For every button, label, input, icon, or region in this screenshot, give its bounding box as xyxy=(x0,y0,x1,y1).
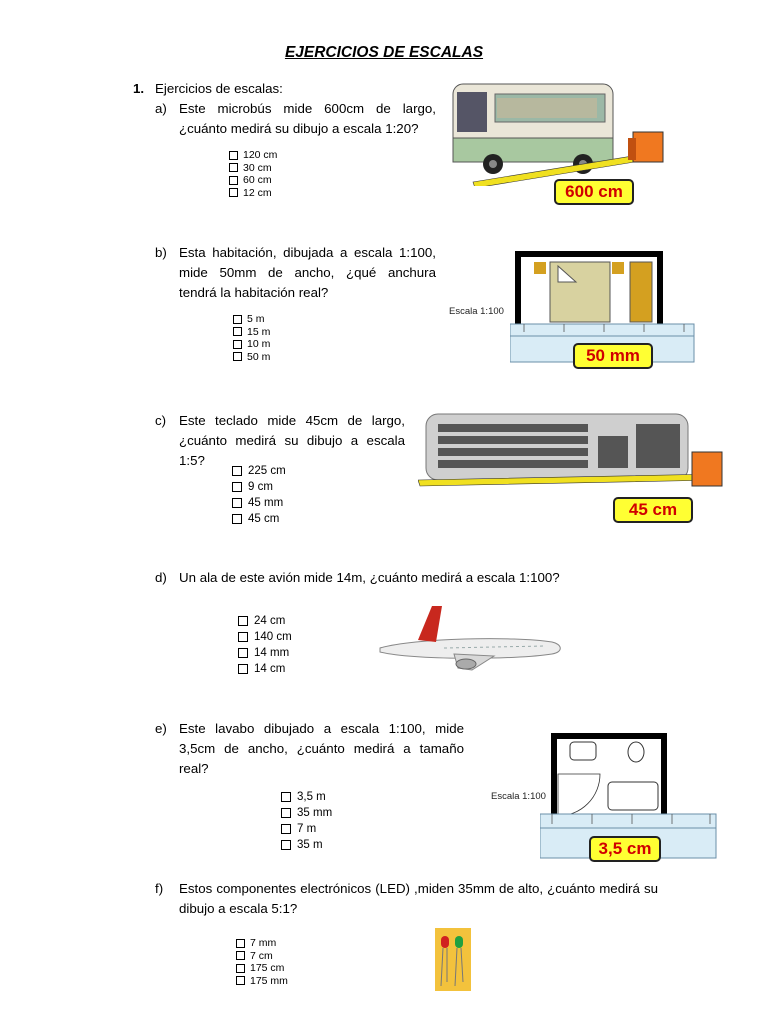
bus-illustration xyxy=(445,78,670,186)
option[interactable]: 225 cm xyxy=(232,463,286,479)
checkbox-icon[interactable] xyxy=(233,315,242,324)
options-list xyxy=(281,789,332,853)
option[interactable]: 14 cm xyxy=(238,661,292,677)
measure-tag: 50 mm xyxy=(573,343,653,369)
option[interactable]: 35 m xyxy=(281,837,332,853)
checkbox-icon[interactable] xyxy=(229,176,238,185)
option[interactable]: 7 cm xyxy=(236,950,288,963)
option[interactable]: 7 m xyxy=(281,821,332,837)
option[interactable]: 15 m xyxy=(233,326,270,339)
option[interactable]: 45 cm xyxy=(232,511,286,527)
checkbox-icon[interactable] xyxy=(232,466,242,476)
checkbox-icon[interactable] xyxy=(238,616,248,626)
section-label: Ejercicios de escalas: xyxy=(155,81,283,96)
question-text: Un ala de este avión mide 14m, ¿cuánto medirá a escala 1:100? xyxy=(179,570,560,585)
checkbox-icon[interactable] xyxy=(281,808,291,818)
measure-tag: 45 cm xyxy=(613,497,693,523)
checkbox-icon[interactable] xyxy=(238,632,248,642)
question-letter: b) xyxy=(155,245,167,260)
question-letter: a) xyxy=(155,101,167,116)
question-letter: c) xyxy=(155,413,167,428)
option[interactable]: 30 cm xyxy=(229,162,277,175)
option[interactable]: 35 mm xyxy=(281,805,332,821)
question-text: Esta habitación, dibujada a escala 1:100, mide 50mm de ancho, ¿qué anchura tendrá la habitación real? xyxy=(179,245,436,300)
option[interactable]: 45 mm xyxy=(232,495,286,511)
measure-tag: 3,5 cm xyxy=(589,836,661,862)
option[interactable]: 5 m xyxy=(233,313,270,326)
options-list xyxy=(233,313,270,363)
checkbox-icon[interactable] xyxy=(236,964,245,973)
section-number: 1. xyxy=(133,81,145,96)
checkbox-icon[interactable] xyxy=(238,648,248,658)
scale-label: Escala 1:100 xyxy=(491,791,546,802)
keyboard-illustration xyxy=(418,404,728,494)
option[interactable]: 9 cm xyxy=(232,479,286,495)
checkbox-icon[interactable] xyxy=(238,664,248,674)
checkbox-icon[interactable] xyxy=(236,976,245,985)
question-letter: f) xyxy=(155,881,164,896)
checkbox-icon[interactable] xyxy=(281,840,291,850)
options-list xyxy=(236,937,288,987)
options-list xyxy=(229,149,277,199)
option[interactable]: 24 cm xyxy=(238,613,292,629)
measure-tag: 600 cm xyxy=(554,179,634,205)
option[interactable]: 175 cm xyxy=(236,962,288,975)
checkbox-icon[interactable] xyxy=(236,951,245,960)
page-title: EJERCICIOS DE ESCALAS xyxy=(284,44,484,61)
option[interactable]: 175 mm xyxy=(236,975,288,988)
option[interactable]: 140 cm xyxy=(238,629,292,645)
checkbox-icon[interactable] xyxy=(232,498,242,508)
option[interactable]: 10 m xyxy=(233,338,270,351)
checkbox-icon[interactable] xyxy=(233,327,242,336)
question-letter: d) xyxy=(155,570,167,585)
option[interactable]: 7 mm xyxy=(236,937,288,950)
option[interactable]: 12 cm xyxy=(229,187,277,200)
option[interactable]: 60 cm xyxy=(229,174,277,187)
checkbox-icon[interactable] xyxy=(229,151,238,160)
led-illustration xyxy=(435,928,471,991)
question-text: Este microbús mide 600cm de largo, ¿cuánto medirá su dibujo a escala 1:20? xyxy=(179,101,436,136)
question-text: Estos componentes electrónicos (LED) ,miden 35mm de alto, ¿cuánto medirá su dibujo a escala 5:1? xyxy=(179,881,658,916)
checkbox-icon[interactable] xyxy=(233,340,242,349)
option[interactable]: 120 cm xyxy=(229,149,277,162)
option[interactable]: 14 mm xyxy=(238,645,292,661)
options-list xyxy=(232,463,286,527)
options-list xyxy=(238,613,292,677)
question-text: Este lavabo dibujado a escala 1:100, mide 3,5cm de ancho, ¿cuánto medirá a tamaño real? xyxy=(179,721,464,776)
checkbox-icon[interactable] xyxy=(281,792,291,802)
airplane-illustration xyxy=(374,604,566,676)
checkbox-icon[interactable] xyxy=(232,482,242,492)
option[interactable]: 3,5 m xyxy=(281,789,332,805)
checkbox-icon[interactable] xyxy=(236,939,245,948)
scale-label: Escala 1:100 xyxy=(449,306,504,317)
checkbox-icon[interactable] xyxy=(281,824,291,834)
checkbox-icon[interactable] xyxy=(233,352,242,361)
question-letter: e) xyxy=(155,721,167,736)
checkbox-icon[interactable] xyxy=(229,163,238,172)
checkbox-icon[interactable] xyxy=(229,188,238,197)
question-text: Este teclado mide 45cm de largo, ¿cuánto medirá su dibujo a escala 1:5? xyxy=(179,413,405,468)
checkbox-icon[interactable] xyxy=(232,514,242,524)
option[interactable]: 50 m xyxy=(233,351,270,364)
